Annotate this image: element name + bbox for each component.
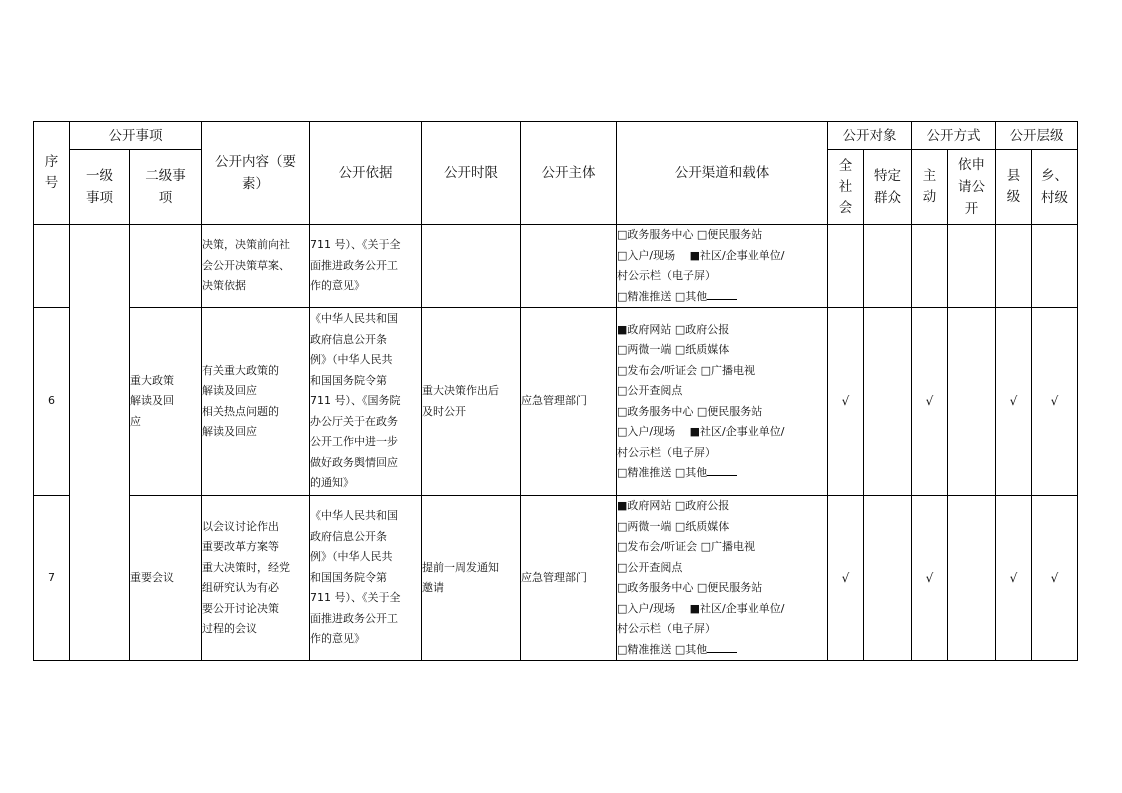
row-content: 以会议讨论作出 重要改革方案等 重大决策时，经党 组研究认为有必 要公开讨论决策 过程的会议 <box>202 496 310 661</box>
row-basis: 711 号）、《关于全 面推进政务公开工 作的意见》 <box>310 225 422 308</box>
table-row <box>34 308 1078 496</box>
fill-in-blank <box>707 640 737 653</box>
row-target-specific <box>864 308 912 496</box>
row-deadline: 提前一周发通知 邀请 <box>422 496 521 661</box>
row-level-town: √ <box>1032 496 1078 661</box>
row-method-active: √ <box>912 308 948 496</box>
header-level-town: 乡、村级 <box>1032 150 1078 225</box>
row-level2: 重要会议 <box>130 496 202 661</box>
table-row <box>34 225 1078 308</box>
row-deadline: 重大决策作出后 及时公开 <box>422 308 521 496</box>
fill-in-blank <box>707 463 737 476</box>
row-channels: ■政府网站 □政府公报 □两微一端 □纸质媒体 □发布会/听证会 □广播电视 □公开查阅点 □政务服务中心 □便民服务站 □入户/现场 ■社区/企事业单位/ 村公示栏（电子屏） □精准推送 □其他 <box>617 496 828 661</box>
row-channels: □政务服务中心 □便民服务站 □入户/现场 ■社区/企事业单位/ 村公示栏（电子屏） □精准推送 □其他 <box>617 225 828 308</box>
header-target-all: 全社会 <box>828 150 864 225</box>
level1-cell <box>70 225 130 661</box>
header-level-group: 公开层级 <box>996 122 1078 150</box>
row-subject: 应急管理部门 <box>521 308 617 496</box>
row-method-request <box>948 308 996 496</box>
row-method-active <box>912 225 948 308</box>
row-level-county <box>996 225 1032 308</box>
header-seq: 序号 <box>34 122 70 225</box>
header-basis: 公开依据 <box>310 122 422 225</box>
row-target-all: √ <box>828 496 864 661</box>
table-row <box>34 496 1078 661</box>
row-method-request <box>948 225 996 308</box>
header-level1: 一级事项 <box>70 150 130 225</box>
header-target-group: 公开对象 <box>828 122 912 150</box>
row-seq: 6 <box>34 308 70 496</box>
row-level2: 重大政策 解读及回 应 <box>130 308 202 496</box>
row-target-specific <box>864 496 912 661</box>
header-method-group: 公开方式 <box>912 122 996 150</box>
header-channel: 公开渠道和载体 <box>617 122 828 225</box>
row-target-all: √ <box>828 308 864 496</box>
header-method-request: 依申请公开 <box>948 150 996 225</box>
row-content: 决策，决策前向社 会公开决策草案、 决策依据 <box>202 225 310 308</box>
disclosure-table <box>33 121 1078 661</box>
fill-in-blank <box>707 287 737 300</box>
header-deadline: 公开时限 <box>422 122 521 225</box>
row-basis: 《中华人民共和国 政府信息公开条 例》（中华人民共 和国国务院令第 711 号）、《国务院 办公厅关于在政务 公开工作中进一步 做好政务舆情回应 的通知》 <box>310 308 422 496</box>
row-level-county: √ <box>996 496 1032 661</box>
header-content: 公开内容（要素） <box>202 122 310 225</box>
row-seq: 7 <box>34 496 70 661</box>
row-method-request <box>948 496 996 661</box>
header-item-group: 公开事项 <box>70 122 202 150</box>
header-target-specific: 特定群众 <box>864 150 912 225</box>
row-level-town <box>1032 225 1078 308</box>
row-subject: 应急管理部门 <box>521 496 617 661</box>
header-level-county: 县级 <box>996 150 1032 225</box>
header-method-active: 主动 <box>912 150 948 225</box>
row-level2 <box>130 225 202 308</box>
row-channels: ■政府网站 □政府公报 □两微一端 □纸质媒体 □发布会/听证会 □广播电视 □公开查阅点 □政务服务中心 □便民服务站 □入户/现场 ■社区/企事业单位/ 村公示栏（电子屏） □精准推送 □其他 <box>617 308 828 496</box>
row-basis: 《中华人民共和国 政府信息公开条 例》（中华人民共 和国国务院令第 711 号）、《关于全 面推进政务公开工 作的意见》 <box>310 496 422 661</box>
row-target-all <box>828 225 864 308</box>
header-subject: 公开主体 <box>521 122 617 225</box>
row-method-active: √ <box>912 496 948 661</box>
row-seq <box>34 225 70 308</box>
row-content: 有关重大政策的 解读及回应 相关热点问题的 解读及回应 <box>202 308 310 496</box>
row-target-specific <box>864 225 912 308</box>
header-level2: 二级事项 <box>130 150 202 225</box>
row-deadline <box>422 225 521 308</box>
row-subject <box>521 225 617 308</box>
row-level-county: √ <box>996 308 1032 496</box>
row-level-town: √ <box>1032 308 1078 496</box>
